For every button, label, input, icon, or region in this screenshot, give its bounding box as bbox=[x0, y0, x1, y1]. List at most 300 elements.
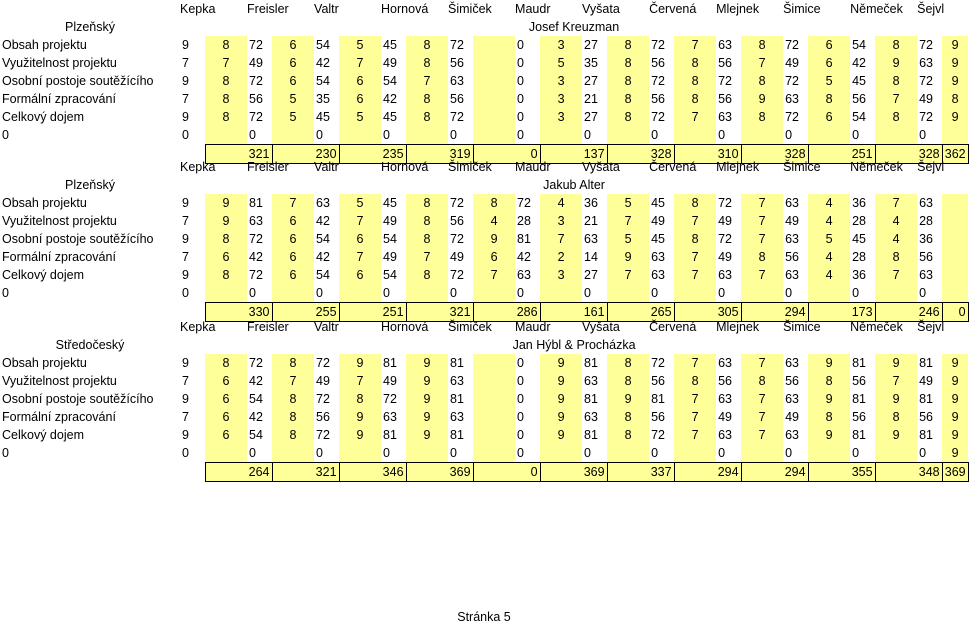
score-cell: 8 bbox=[339, 390, 381, 408]
weight-cell: 81 bbox=[249, 196, 263, 210]
score-cell: 9 bbox=[875, 390, 917, 408]
weight-cell: 81 bbox=[852, 356, 866, 370]
weight-cell: 56 bbox=[718, 92, 732, 106]
score-cell bbox=[607, 126, 649, 145]
score-cell bbox=[473, 408, 515, 426]
criteria-row bbox=[0, 194, 968, 212]
criteria-label: Celkový dojem bbox=[2, 268, 84, 282]
score-cell: 8 bbox=[272, 426, 314, 444]
weight-cell: 81 bbox=[450, 392, 464, 406]
section-block-3 bbox=[0, 318, 966, 482]
weight-cell: 45 bbox=[383, 110, 397, 124]
total-cell: 294 bbox=[741, 303, 808, 322]
weight-cell: 0 bbox=[919, 128, 927, 142]
total-cell: 246 bbox=[875, 303, 942, 322]
weight-cell: 42 bbox=[383, 92, 397, 106]
column-header: Kepka bbox=[180, 160, 216, 174]
score-cell: 8 bbox=[406, 54, 448, 72]
score-cell: 7 bbox=[741, 408, 783, 426]
total-cell: 369 bbox=[540, 463, 607, 482]
total-cell: 355 bbox=[808, 463, 875, 482]
weight-cell: 56 bbox=[852, 92, 866, 106]
region-label: Plzeňský bbox=[64, 178, 116, 192]
total-cell: 362 bbox=[942, 145, 968, 164]
column-header: Freisler bbox=[247, 160, 289, 174]
score-cell: 8 bbox=[406, 194, 448, 212]
total-cell: 337 bbox=[607, 463, 674, 482]
header-row bbox=[0, 318, 968, 336]
total-cell: 137 bbox=[540, 145, 607, 164]
score-cell: 6 bbox=[272, 72, 314, 90]
score-cell bbox=[473, 90, 515, 108]
weight-cell: 49 bbox=[383, 374, 397, 388]
total-cell: 294 bbox=[741, 463, 808, 482]
score-cell: 7 bbox=[674, 108, 716, 126]
score-cell bbox=[808, 126, 850, 145]
criteria-row bbox=[0, 408, 968, 426]
score-cell: 5 bbox=[339, 36, 381, 54]
weight-cell: 0 bbox=[517, 74, 524, 88]
score-cell: 9 bbox=[540, 426, 582, 444]
column-header: Šejvl bbox=[917, 320, 945, 334]
score-cell: 8 bbox=[205, 108, 247, 126]
score-cell: 9 bbox=[808, 390, 850, 408]
weight-cell: 56 bbox=[919, 410, 934, 424]
score-cell: 7 bbox=[540, 230, 582, 248]
column-header: Freisler bbox=[247, 2, 289, 16]
weight-cell: 63 bbox=[450, 74, 464, 88]
weight-cell: 49 bbox=[316, 374, 330, 388]
score-cell: 9 bbox=[808, 354, 850, 372]
score-cell: 5 bbox=[272, 108, 314, 126]
score-cell: 7 bbox=[205, 54, 247, 72]
score-cell: 9 bbox=[540, 390, 582, 408]
score-cell bbox=[473, 36, 515, 54]
weight-cell: 21 bbox=[584, 92, 598, 106]
weight-cell: 0 bbox=[517, 92, 524, 106]
score-cell: 6 bbox=[205, 390, 247, 408]
weight-cell: 0 bbox=[383, 128, 390, 142]
weight-cell: 63 bbox=[651, 250, 665, 264]
weight-cell: 35 bbox=[316, 92, 330, 106]
column-header: Němeček bbox=[850, 160, 903, 174]
score-cell: 9 bbox=[339, 354, 381, 372]
weight-cell: 36 bbox=[584, 196, 598, 210]
weight-cell: 9 bbox=[182, 38, 189, 52]
weight-cell: 54 bbox=[383, 232, 397, 246]
weight-cell: 54 bbox=[383, 268, 397, 282]
weight-cell: 36 bbox=[852, 196, 866, 210]
score-cell bbox=[473, 108, 515, 126]
score-cell bbox=[875, 126, 917, 145]
score-cell bbox=[741, 126, 783, 145]
score-cell: 6 bbox=[272, 54, 314, 72]
weight-cell: 0 bbox=[450, 286, 457, 300]
total-cell: 0 bbox=[473, 145, 540, 164]
score-cell: 8 bbox=[674, 230, 716, 248]
score-cell: 8 bbox=[674, 90, 716, 108]
criteria-row bbox=[0, 248, 968, 266]
criteria-row bbox=[0, 354, 968, 372]
weight-cell: 72 bbox=[651, 110, 665, 124]
score-cell: 9 bbox=[540, 408, 582, 426]
criteria-row bbox=[0, 390, 968, 408]
score-cell: 7 bbox=[406, 248, 448, 266]
contestant-name: Jan Hýbl & Procházka bbox=[512, 338, 636, 352]
criteria-label: Formální zpracování bbox=[2, 410, 116, 424]
weight-cell: 81 bbox=[919, 428, 934, 442]
weight-cell: 42 bbox=[316, 250, 330, 264]
score-cell: 8 bbox=[205, 90, 247, 108]
weight-cell: 42 bbox=[316, 56, 330, 70]
weight-cell: 28 bbox=[852, 214, 866, 228]
score-cell bbox=[674, 126, 716, 145]
score-cell bbox=[272, 284, 314, 303]
weight-cell: 49 bbox=[785, 56, 799, 70]
criteria-row bbox=[0, 372, 968, 390]
total-cell: 251 bbox=[808, 145, 875, 164]
weight-cell: 63 bbox=[718, 392, 732, 406]
score-cell: 8 bbox=[205, 72, 247, 90]
criteria-label: Celkový dojem bbox=[2, 428, 84, 442]
column-header: Červená bbox=[649, 320, 697, 334]
weight-cell: 45 bbox=[383, 38, 397, 52]
score-cell: 8 bbox=[406, 108, 448, 126]
weight-cell: 54 bbox=[852, 38, 866, 52]
weight-cell: 0 bbox=[450, 128, 457, 142]
score-cell bbox=[473, 54, 515, 72]
weight-cell: 63 bbox=[785, 392, 799, 406]
weight-cell: 81 bbox=[517, 232, 531, 246]
weight-cell: 72 bbox=[249, 268, 263, 282]
criteria-row bbox=[0, 444, 968, 463]
score-cell: 7 bbox=[272, 194, 314, 212]
score-cell: 9 bbox=[942, 36, 968, 54]
weight-cell: 63 bbox=[584, 232, 598, 246]
weight-cell: 72 bbox=[785, 74, 799, 88]
score-cell: 7 bbox=[741, 426, 783, 444]
criteria-row bbox=[0, 36, 968, 54]
score-cell: 9 bbox=[540, 354, 582, 372]
score-cell: 8 bbox=[406, 212, 448, 230]
score-cell: 9 bbox=[942, 426, 968, 444]
score-cell: 6 bbox=[473, 248, 515, 266]
score-cell: 8 bbox=[406, 266, 448, 284]
weight-cell: 45 bbox=[383, 196, 397, 210]
score-cell: 9 bbox=[741, 90, 783, 108]
weight-cell: 72 bbox=[517, 196, 531, 210]
weight-cell: 81 bbox=[383, 428, 397, 442]
score-cell: 9 bbox=[473, 230, 515, 248]
score-cell bbox=[473, 426, 515, 444]
score-cell: 9 bbox=[942, 72, 968, 90]
weight-cell: 0 bbox=[383, 286, 390, 300]
weight-cell: 0 bbox=[584, 128, 591, 142]
score-cell: 7 bbox=[741, 194, 783, 212]
score-cell bbox=[607, 284, 649, 303]
score-cell: 8 bbox=[741, 108, 783, 126]
score-cell: 8 bbox=[205, 354, 247, 372]
weight-cell: 72 bbox=[651, 74, 665, 88]
total-cell: 369 bbox=[406, 463, 473, 482]
weight-cell: 63 bbox=[517, 268, 531, 282]
score-cell: 9 bbox=[205, 212, 247, 230]
score-cell: 4 bbox=[473, 212, 515, 230]
score-cell: 8 bbox=[741, 248, 783, 266]
score-cell bbox=[808, 444, 850, 463]
weight-cell: 0 bbox=[182, 128, 189, 143]
criteria-label: Obsah projektu bbox=[2, 38, 87, 52]
score-cell: 6 bbox=[808, 108, 850, 126]
weight-cell: 7 bbox=[182, 56, 189, 70]
criteria-label: Osobní postoje soutěžícího bbox=[2, 74, 154, 88]
weight-cell: 72 bbox=[249, 232, 263, 246]
score-cell: 4 bbox=[808, 194, 850, 212]
weight-cell: 28 bbox=[517, 214, 531, 228]
total-cell: 251 bbox=[339, 303, 406, 322]
total-cell: 321 bbox=[406, 303, 473, 322]
weight-cell: 0 bbox=[785, 128, 793, 142]
score-cell: 9 bbox=[540, 372, 582, 390]
criteria-label: Osobní postoje soutěžícího bbox=[2, 232, 154, 246]
column-header: Maudr bbox=[515, 160, 551, 174]
weight-cell: 63 bbox=[718, 268, 732, 282]
contestant-name: Jakub Alter bbox=[543, 178, 605, 192]
score-cell: 7 bbox=[741, 212, 783, 230]
weight-cell: 49 bbox=[383, 56, 397, 70]
score-cell: 8 bbox=[272, 354, 314, 372]
score-cell: 8 bbox=[607, 426, 649, 444]
weight-cell: 0 bbox=[249, 286, 256, 300]
weight-cell: 0 bbox=[718, 128, 726, 142]
score-cell: 6 bbox=[205, 426, 247, 444]
score-cell: 7 bbox=[875, 266, 917, 284]
total-cell: 328 bbox=[741, 145, 808, 164]
score-cell: 9 bbox=[808, 426, 850, 444]
score-cell: 8 bbox=[205, 36, 247, 54]
column-header: Šimice bbox=[783, 2, 821, 16]
weight-cell: 63 bbox=[651, 268, 665, 282]
score-cell: 3 bbox=[540, 90, 582, 108]
score-cell: 5 bbox=[607, 230, 649, 248]
column-header: Hornová bbox=[381, 320, 429, 334]
score-cell: 7 bbox=[339, 372, 381, 390]
weight-cell: 0 bbox=[517, 38, 524, 52]
weight-cell: 63 bbox=[919, 56, 934, 70]
weight-cell: 54 bbox=[316, 74, 330, 88]
score-cell: 6 bbox=[339, 230, 381, 248]
criteria-label: Využitelnost projektu bbox=[2, 214, 117, 228]
weight-cell: 72 bbox=[919, 38, 934, 52]
score-cell: 8 bbox=[741, 72, 783, 90]
score-cell: 9 bbox=[406, 426, 448, 444]
weight-cell: 0 bbox=[718, 446, 726, 460]
total-cell: 235 bbox=[339, 145, 406, 164]
score-cell bbox=[406, 284, 448, 303]
column-header: Vyšata bbox=[582, 2, 620, 16]
column-header: Šimiček bbox=[448, 2, 492, 16]
score-cell: 5 bbox=[272, 90, 314, 108]
score-cell bbox=[540, 284, 582, 303]
weight-cell: 49 bbox=[651, 214, 665, 228]
score-cell: 8 bbox=[607, 354, 649, 372]
weight-cell: 42 bbox=[852, 56, 866, 70]
column-header: Němeček bbox=[850, 320, 903, 334]
weight-cell: 54 bbox=[383, 74, 397, 88]
header-row bbox=[0, 0, 968, 18]
score-cell: 8 bbox=[607, 408, 649, 426]
weight-cell: 72 bbox=[450, 196, 464, 210]
criteria-row bbox=[0, 54, 968, 72]
score-cell: 8 bbox=[674, 72, 716, 90]
column-header: Vyšata bbox=[582, 160, 620, 174]
weight-cell: 7 bbox=[182, 92, 189, 106]
score-cell: 7 bbox=[741, 54, 783, 72]
weight-cell: 56 bbox=[785, 250, 799, 264]
weight-cell: 0 bbox=[249, 446, 256, 460]
weight-cell: 81 bbox=[919, 392, 934, 406]
column-header: Kepka bbox=[180, 320, 216, 334]
weight-cell: 81 bbox=[584, 392, 598, 406]
person-row bbox=[0, 18, 968, 36]
weight-cell: 81 bbox=[852, 392, 866, 406]
weight-cell: 49 bbox=[718, 410, 732, 424]
weight-cell: 72 bbox=[919, 74, 934, 88]
score-cell: 4 bbox=[808, 266, 850, 284]
score-cell: 8 bbox=[674, 194, 716, 212]
score-cell bbox=[942, 248, 968, 266]
weight-cell: 72 bbox=[919, 110, 934, 124]
score-cell: 8 bbox=[272, 390, 314, 408]
score-cell: 8 bbox=[607, 108, 649, 126]
column-header: Mlejnek bbox=[716, 160, 760, 174]
weight-cell: 56 bbox=[450, 92, 464, 106]
score-cell: 9 bbox=[942, 390, 968, 408]
column-header: Šimice bbox=[783, 160, 821, 174]
score-cell: 7 bbox=[875, 90, 917, 108]
weight-cell: 49 bbox=[383, 214, 397, 228]
score-cell: 8 bbox=[205, 230, 247, 248]
column-header: Mlejnek bbox=[716, 320, 760, 334]
score-cell: 3 bbox=[540, 266, 582, 284]
weight-cell: 56 bbox=[450, 56, 464, 70]
column-header: Valtr bbox=[314, 160, 339, 174]
weight-cell: 81 bbox=[852, 428, 866, 442]
score-cell: 6 bbox=[205, 408, 247, 426]
score-cell: 9 bbox=[942, 54, 968, 72]
score-cell bbox=[406, 444, 448, 463]
weight-cell: 81 bbox=[383, 356, 397, 370]
score-cell: 8 bbox=[942, 90, 968, 108]
column-header: Valtr bbox=[314, 2, 339, 16]
score-cell: 9 bbox=[406, 408, 448, 426]
score-cell: 7 bbox=[339, 248, 381, 266]
score-cell bbox=[473, 390, 515, 408]
weight-cell: 81 bbox=[919, 356, 934, 370]
person-row bbox=[0, 336, 968, 354]
score-cell bbox=[272, 126, 314, 145]
contestant-name: Josef Kreuzman bbox=[528, 20, 620, 34]
score-cell: 8 bbox=[808, 372, 850, 390]
score-cell: 6 bbox=[205, 248, 247, 266]
weight-cell: 63 bbox=[919, 268, 934, 282]
score-cell: 7 bbox=[674, 354, 716, 372]
criteria-label: Využitelnost projektu bbox=[2, 374, 117, 388]
weight-cell: 0 bbox=[517, 56, 524, 70]
score-cell: 4 bbox=[808, 212, 850, 230]
weight-cell: 0 bbox=[651, 128, 659, 142]
score-cell bbox=[473, 72, 515, 90]
criteria-row bbox=[0, 108, 968, 126]
total-cell: 310 bbox=[674, 145, 741, 164]
weight-cell: 72 bbox=[651, 38, 665, 52]
criteria-row bbox=[0, 126, 968, 145]
weight-cell: 72 bbox=[249, 110, 263, 124]
score-cell: 7 bbox=[339, 54, 381, 72]
score-cell: 8 bbox=[607, 54, 649, 72]
weight-cell: 56 bbox=[651, 374, 665, 388]
weight-cell: 63 bbox=[718, 110, 732, 124]
score-cell bbox=[942, 266, 968, 284]
score-cell: 8 bbox=[875, 72, 917, 90]
weight-cell: 49 bbox=[383, 250, 397, 264]
weight-cell: 63 bbox=[718, 38, 732, 52]
weight-cell: 0 bbox=[718, 286, 726, 300]
weight-cell: 54 bbox=[316, 232, 330, 246]
score-cell: 6 bbox=[272, 230, 314, 248]
weight-cell: 54 bbox=[249, 392, 263, 406]
total-cell: 255 bbox=[272, 303, 339, 322]
weight-cell: 0 bbox=[517, 356, 524, 370]
score-cell: 9 bbox=[607, 248, 649, 266]
criteria-row bbox=[0, 266, 968, 284]
score-cell bbox=[473, 444, 515, 463]
criteria-row bbox=[0, 90, 968, 108]
score-cell bbox=[205, 444, 247, 463]
score-cell bbox=[674, 444, 716, 463]
column-header: Šimiček bbox=[448, 320, 492, 334]
weight-cell: 9 bbox=[182, 268, 189, 282]
weight-cell: 0 bbox=[316, 128, 323, 142]
score-cell: 4 bbox=[808, 248, 850, 266]
score-cell: 5 bbox=[607, 194, 649, 212]
score-cell: 2 bbox=[540, 248, 582, 266]
weight-cell: 42 bbox=[249, 374, 263, 388]
score-cell: 9 bbox=[406, 354, 448, 372]
weight-cell: 72 bbox=[718, 196, 732, 210]
weight-cell: 0 bbox=[450, 446, 457, 460]
score-cell: 8 bbox=[205, 266, 247, 284]
total-cell: 286 bbox=[473, 303, 540, 322]
score-cell: 9 bbox=[607, 390, 649, 408]
weight-cell: 63 bbox=[785, 268, 799, 282]
score-cell: 6 bbox=[339, 72, 381, 90]
total-cell: 161 bbox=[540, 303, 607, 322]
weight-cell: 72 bbox=[450, 110, 464, 124]
score-cell: 8 bbox=[406, 90, 448, 108]
criteria-row bbox=[0, 426, 968, 444]
total-cell: 294 bbox=[674, 463, 741, 482]
score-cell: 8 bbox=[808, 90, 850, 108]
score-cell: 8 bbox=[808, 408, 850, 426]
score-cell: 8 bbox=[607, 90, 649, 108]
weight-cell: 7 bbox=[182, 374, 189, 388]
score-cell: 6 bbox=[808, 54, 850, 72]
criteria-row bbox=[0, 212, 968, 230]
score-table bbox=[0, 0, 969, 164]
score-cell: 6 bbox=[339, 266, 381, 284]
weight-cell: 27 bbox=[584, 110, 598, 124]
